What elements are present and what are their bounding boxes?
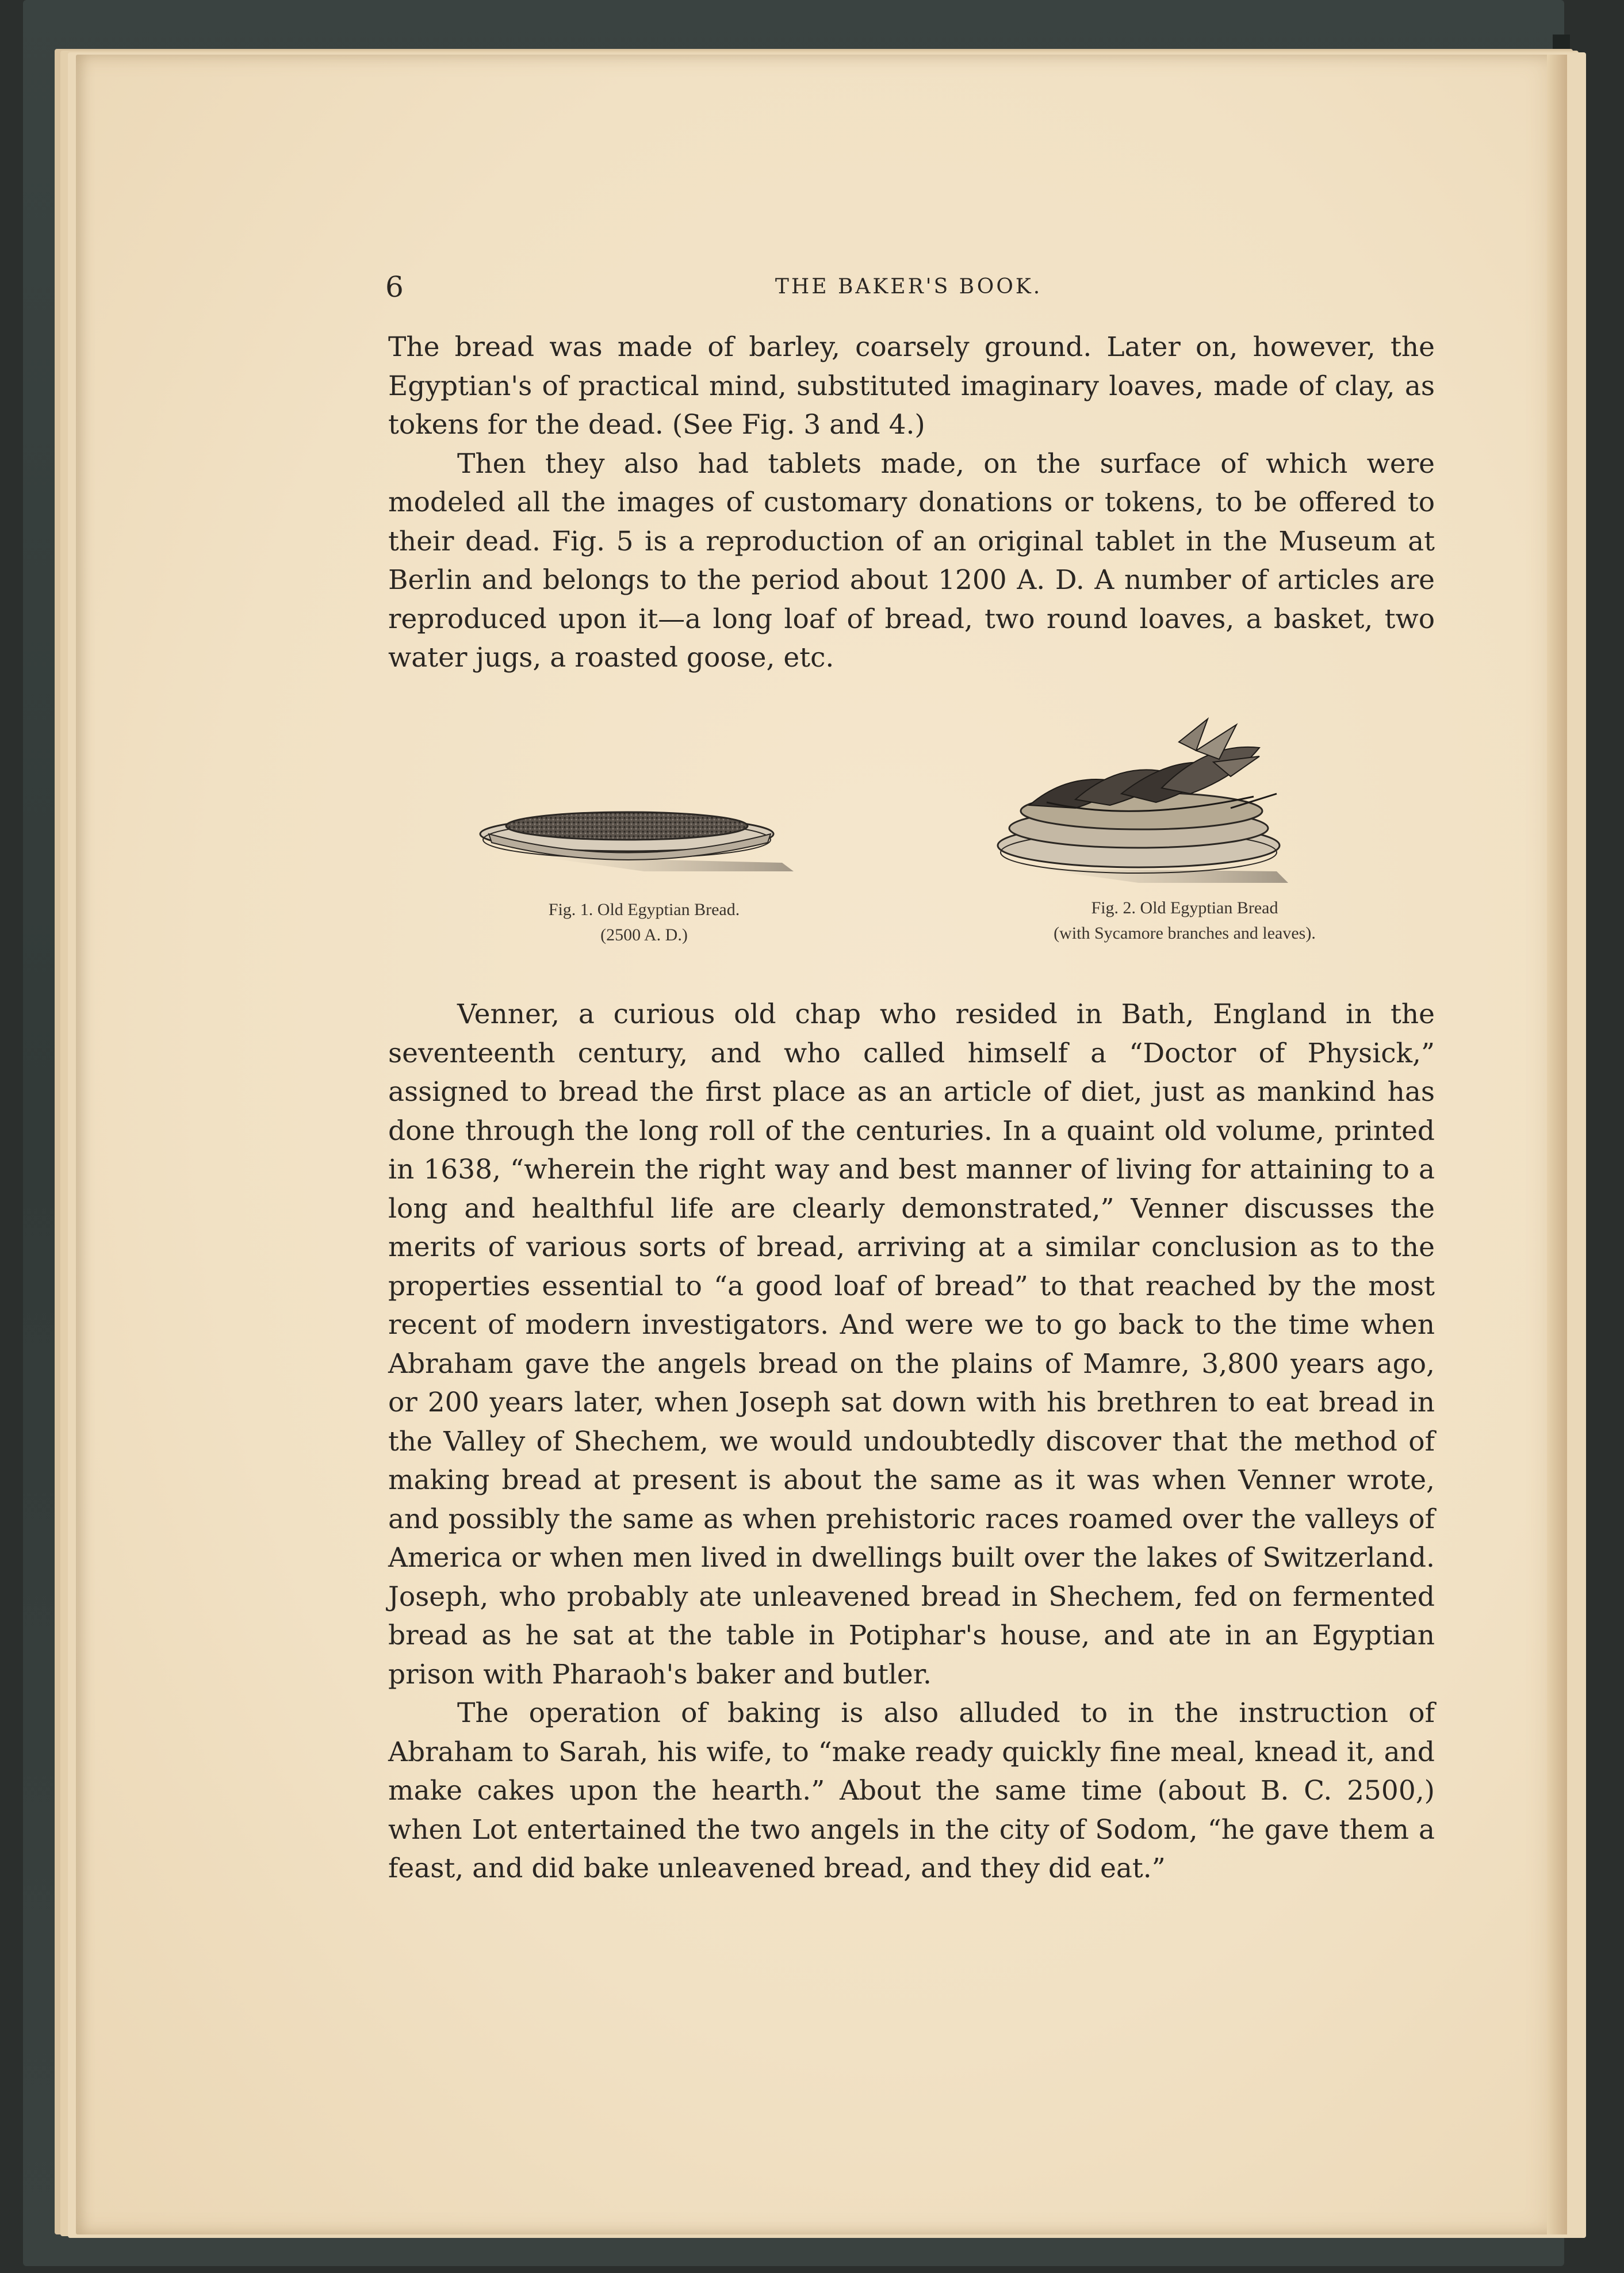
- bread-loaf-icon: [472, 771, 817, 886]
- paragraph: Then they also had tablets made, on the surface of which were modeled all the images of customary donations or tokens, to be offered to their dead. Fig. 5 is a reproduction of an original tablet in the Museum at Berlin and belongs to the period about 1200 A. D. A number of articles are reproduced upon it—a long loaf of bread, two round loaves, a basket, two water jugs, a roasted goose, etc.: [388, 447, 1435, 674]
- caption-line: Fig. 2. Old Egyptian Bread: [1091, 898, 1278, 917]
- caption-line: Fig. 1. Old Egyptian Bread.: [548, 900, 740, 919]
- figure-2: [989, 707, 1311, 891]
- body-text-bottom: [388, 995, 1435, 1888]
- paragraph: The bread was made of barley, coarsely ground. Later on, however, the Egyptian's of practical mind, substituted imaginary loaves, made of clay, as tokens for the dead. (See Fig. 3 and 4.): [388, 331, 1435, 441]
- figure-2-caption: [966, 896, 1403, 946]
- caption-line: (with Sycamore branches and leaves).: [1054, 924, 1316, 943]
- caption-line: (2500 A. D.): [600, 925, 688, 944]
- page-number: 6: [385, 270, 404, 304]
- running-head: [385, 270, 1432, 305]
- bread-with-leaves-icon: [989, 707, 1311, 891]
- paragraph: The operation of baking is also alluded to in the instruction of Abraham to Sarah, his wife, to “make ready quickly fine meal, knead it, and make cakes upon the hearth.” About the same time (about B. C. 2500,) when Lot entertained the two angels in the city of Sodom, “he gave them a feast, and did bake unleavened bread, and they did eat.”: [388, 1697, 1435, 1884]
- figure-1: [472, 771, 817, 886]
- paragraph: Venner, a curious old chap who resided in Bath, England in the seventeenth century, and who called himself a “Doctor of Physick,” assigned to bread the first place as an article of diet, just as mankind has done through the long roll of the centuries. In a quaint old volume, printed in 1638, “wherein the right way and best manner of living for attaining to a long and healthful life are clearly demonstrated,” Venner discusses the merits of various sorts of bread, arriving at a similar conclusion as to the properties essential to “a good loaf of bread” to that reached by the most recent of modern investigators. And were we to go back to the time when Abraham gave the angels bread on the plains of Mamre, 3,800 years ago, or 200 years later, when Joseph sat down with his brethren to eat bread in the Valley of Shechem, we would undoubtedly discover that the method of making bread at present is about the same as it was when Venner wrote, and possibly the same as when prehistoric races roamed over the valleys of America or when men lived in dwellings built over the lakes of Switzerland. Joseph, who probably ate unleavened bread in Shechem, fed on fermented bread as he sat at the table in Potiphar's house, and ate in an Egyptian prison with Pharaoh's baker and butler.: [388, 998, 1435, 1690]
- running-title: THE BAKER'S BOOK.: [775, 275, 1043, 299]
- body-text-top: [388, 328, 1435, 678]
- figure-1-caption: [483, 897, 805, 948]
- page-fore-edge: [1547, 55, 1567, 2234]
